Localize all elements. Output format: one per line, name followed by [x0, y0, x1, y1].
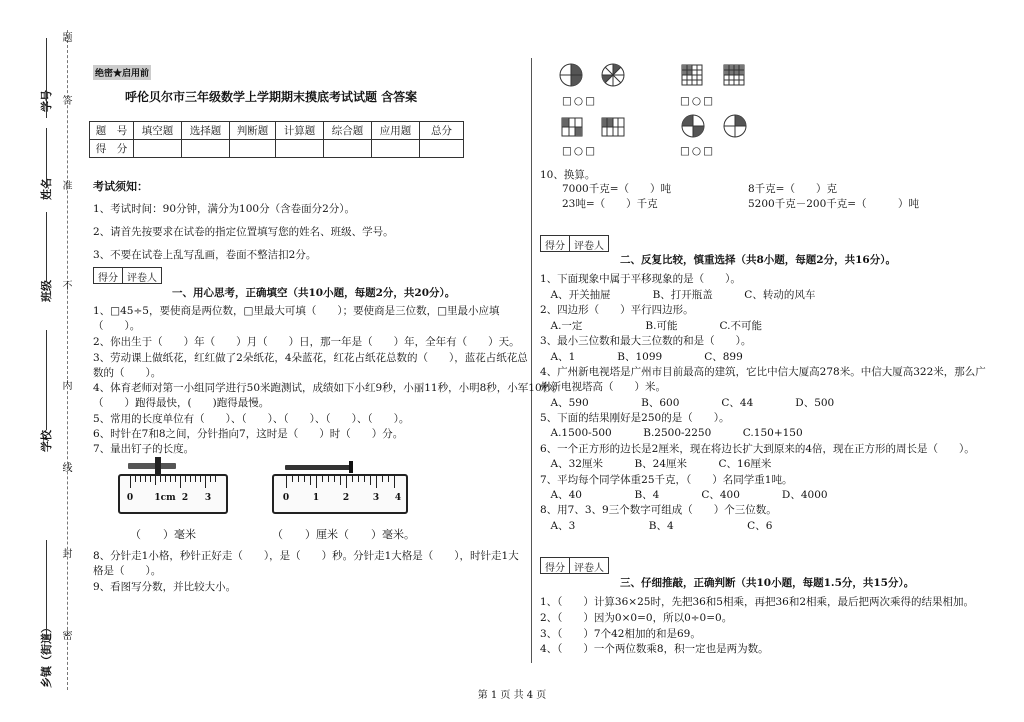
grader-box	[540, 235, 609, 252]
nail-1	[128, 463, 176, 469]
question-line: （ ）跑得最快，( )跑得最慢。	[93, 397, 270, 409]
ruler-label: 1	[312, 493, 320, 503]
side-label: 乡镇（街道）	[40, 622, 53, 688]
side-label: 线	[60, 462, 71, 472]
table-header-cell: 判断题	[230, 122, 276, 140]
question-line: 1、□45÷5，要使商是两位数，□里最大可填（ ）；要使商是三位数，□里最小应填	[93, 305, 500, 317]
ruler-label: 3	[372, 493, 380, 503]
circle-figure	[602, 64, 624, 86]
fraction-answer-boxes[interactable]: □○□	[562, 95, 598, 107]
grid-figure	[562, 118, 582, 136]
grader-label: 评卷人	[122, 268, 161, 283]
question-line: 数的（ ）。	[93, 367, 162, 379]
notes-heading: 考试须知：	[93, 180, 148, 193]
side-label: 学校	[40, 430, 53, 452]
question-line: A、32厘米 B、24厘米 C、16厘米	[540, 458, 772, 470]
note-item: 3、不要在试卷上乱写乱画，卷面不整洁扣2分。	[93, 249, 317, 261]
side-label: 不	[60, 280, 71, 290]
question-line: 1、（ ）计算36×25时，先把36和5相乘，再把36和2相乘，最后把两次乘得的结果相加。	[540, 596, 975, 608]
grader-box	[540, 557, 609, 574]
section-title: 三、仔细推敲，正确判断（共10小题，每题1.5分，共15分）。	[620, 577, 915, 589]
side-label: 班级	[40, 280, 53, 302]
note-item: 1、考试时间：90分钟，满分为100分（含卷面分2分）。	[93, 203, 356, 215]
fill-line	[46, 128, 47, 188]
side-label: 学号	[40, 90, 53, 112]
score-input-cell[interactable]	[372, 140, 420, 158]
grader-label: 评卷人	[569, 558, 608, 573]
ruler-label: 3	[204, 493, 212, 503]
question-line: （ ）。	[93, 320, 141, 332]
grid-figure	[724, 65, 744, 85]
question-line: A、开关抽屉 B、打开瓶盖 C、转动的风车	[540, 289, 816, 301]
score-input-cell[interactable]	[420, 140, 464, 158]
note-item: 2、请首先按要求在试卷的指定位置填写您的姓名、班级、学号。	[93, 226, 394, 238]
ruler-1	[118, 474, 228, 514]
ruler-label: 2	[342, 493, 350, 503]
question-line: 4、体育老师对第一小组同学进行50米跑测试，成绩如下小红9秒，小丽11秒，小明8秒，小军10秒。	[93, 382, 563, 394]
side-label: 答	[60, 95, 71, 105]
question-line: 州新电视塔高（ ）米。	[540, 381, 666, 393]
question-line: 6、一个正方形的边长是2厘米，现在将边长扩大到原来的4倍，现在正方形的周长是（ ）。	[540, 443, 975, 455]
ruler-label: 4	[394, 493, 402, 503]
question-line: A.一定 B.可能 C.不可能	[540, 320, 762, 332]
nail-head-1	[155, 457, 161, 475]
fill-line	[46, 540, 47, 640]
conversion-item: 5200千克－200千克=（ ）吨	[748, 198, 920, 210]
question-line: A、3 B、4 C、6	[540, 520, 773, 532]
ruler-answer: （ ）毫米	[130, 528, 196, 541]
question-line: A、590 B、600 C、44 D、500	[540, 397, 835, 409]
question-line: 3、（ ）7个42相加的和是69。	[540, 628, 701, 640]
side-label: 内	[60, 380, 71, 390]
ruler-label: 2	[181, 493, 189, 503]
section-title: 二、反复比较，慎重选择（共8小题，每题2分，共16分）。	[620, 254, 896, 266]
table-header-cell: 综合题	[324, 122, 372, 140]
question-line: 3、劳动课上做纸花，红红做了2朵纸花，4朵蓝花，红花占纸花总数的（ ），蓝花占纸花总	[93, 352, 528, 364]
question-line: 5、下面的结果刚好是250的是（ ）。	[540, 412, 730, 424]
grid-figure	[682, 65, 702, 85]
table-header-cell: 填空题	[134, 122, 182, 140]
page-title: 呼伦贝尔市三年级数学上学期期末摸底考试试题 含答案	[125, 90, 418, 104]
question-line: A、40 B、4 C、400 D、4000	[540, 489, 828, 501]
score-input-cell[interactable]	[134, 140, 182, 158]
question-line: A、1 B、1099 C、899	[540, 351, 743, 363]
nail-2	[285, 465, 353, 470]
question-line: 4、广州新电视塔是广州市目前最高的建筑，它比中信大厦高278米。中信大厦高322米，那么广	[540, 366, 986, 378]
side-label: 姓名	[40, 178, 53, 200]
conversion-item: 23吨=（ ）千克	[562, 198, 658, 210]
fill-line	[46, 212, 47, 282]
conversion-item: 7000千克=（ ）吨	[562, 183, 672, 195]
question-line: 7、量出钉子的长度。	[93, 443, 195, 455]
question-line: 9、看图写分数，并比较大小。	[93, 581, 237, 593]
question-line: 7、平均每个同学体重25千克，（ ）名同学重1吨。	[540, 474, 793, 486]
question-line: 2、（ ）因为0×0=0，所以0÷0=0。	[540, 612, 733, 624]
question-line: 8、用7、3、9三个数字可组成（ ）个三位数。	[540, 504, 777, 516]
score-input-cell[interactable]	[324, 140, 372, 158]
fraction-answer-boxes[interactable]: □○□	[680, 95, 716, 107]
score-label: 得分	[98, 273, 118, 284]
question-line: A.1500-500 B.2500-2250 C.150+150	[540, 427, 803, 439]
question-line: 1、下面现象中属于平移现象的是（ ）。	[540, 273, 741, 285]
fraction-answer-boxes[interactable]: □○□	[562, 145, 598, 157]
page-number: 第 1 页 共 4 页	[477, 690, 547, 701]
question-line: 2、你出生于（ ）年（ ）月（ ）日，那一年是（ ）年，全年有（ ）天。	[93, 336, 520, 348]
score-table	[89, 121, 464, 158]
binding-line	[67, 30, 68, 690]
nail-head-2	[349, 461, 353, 473]
question-line: 5、常用的长度单位有（ ）、（ ）、（ ）、（ ）、（ ）。	[93, 413, 410, 425]
secret-tag: 绝密★启用前	[93, 65, 151, 80]
score-input-cell[interactable]	[230, 140, 276, 158]
table-header-cell: 计算题	[276, 122, 324, 140]
question-line: 4、（ ）一个两位数乘8，积一定也是两为数。	[540, 643, 769, 655]
grader-box	[93, 267, 162, 284]
ruler-label: 0	[126, 493, 134, 503]
circle-figure	[724, 115, 746, 137]
question-line: 10、换算。	[540, 169, 596, 181]
section-title: 一、用心思考，正确填空（共10小题，每题2分，共20分）。	[172, 287, 456, 299]
circle-figure	[682, 115, 704, 137]
fill-line	[46, 38, 47, 118]
score-input-cell[interactable]	[276, 140, 324, 158]
ruler-label: 0	[282, 493, 290, 503]
side-label: 准	[60, 180, 71, 190]
score-label: 得分	[545, 563, 565, 574]
score-input-cell[interactable]	[182, 140, 230, 158]
side-label: 题	[60, 32, 71, 42]
table-header-cell: 总分	[420, 122, 464, 140]
side-label: 密	[60, 630, 71, 640]
question-line: 8、分针走1小格，秒针正好走（ ），是（ ）秒。分针走1大格是（ ），时针走1大	[93, 550, 519, 562]
question-line: 6、时针在7和8之间，分针指向7，这时是（ ）时（ ）分。	[93, 428, 404, 440]
question-line: 3、最小三位数和最大三位数的和是（ ）。	[540, 335, 752, 347]
side-label: 封	[60, 548, 71, 558]
score-label: 得分	[545, 241, 565, 252]
table-header-cell: 选择题	[182, 122, 230, 140]
ruler-label: 1cm	[154, 493, 176, 503]
grid-figure	[602, 118, 624, 136]
circle-figure	[560, 64, 582, 86]
fill-line	[46, 330, 47, 430]
question-line: 2、四边形（ ）平行四边形。	[540, 304, 694, 316]
table-header-cell: 应用题	[372, 122, 420, 140]
table-header-cell: 题 号	[90, 122, 134, 140]
ruler-2	[272, 474, 408, 514]
column-divider	[531, 58, 532, 663]
table-cell: 得 分	[90, 140, 134, 158]
ruler-answer: （ ）厘米（ ）毫米。	[272, 528, 415, 541]
grader-label: 评卷人	[569, 236, 608, 251]
conversion-item: 8千克=（ ）克	[748, 183, 837, 195]
question-line: 格是（ ）。	[93, 565, 162, 577]
fraction-answer-boxes[interactable]: □○□	[680, 145, 716, 157]
